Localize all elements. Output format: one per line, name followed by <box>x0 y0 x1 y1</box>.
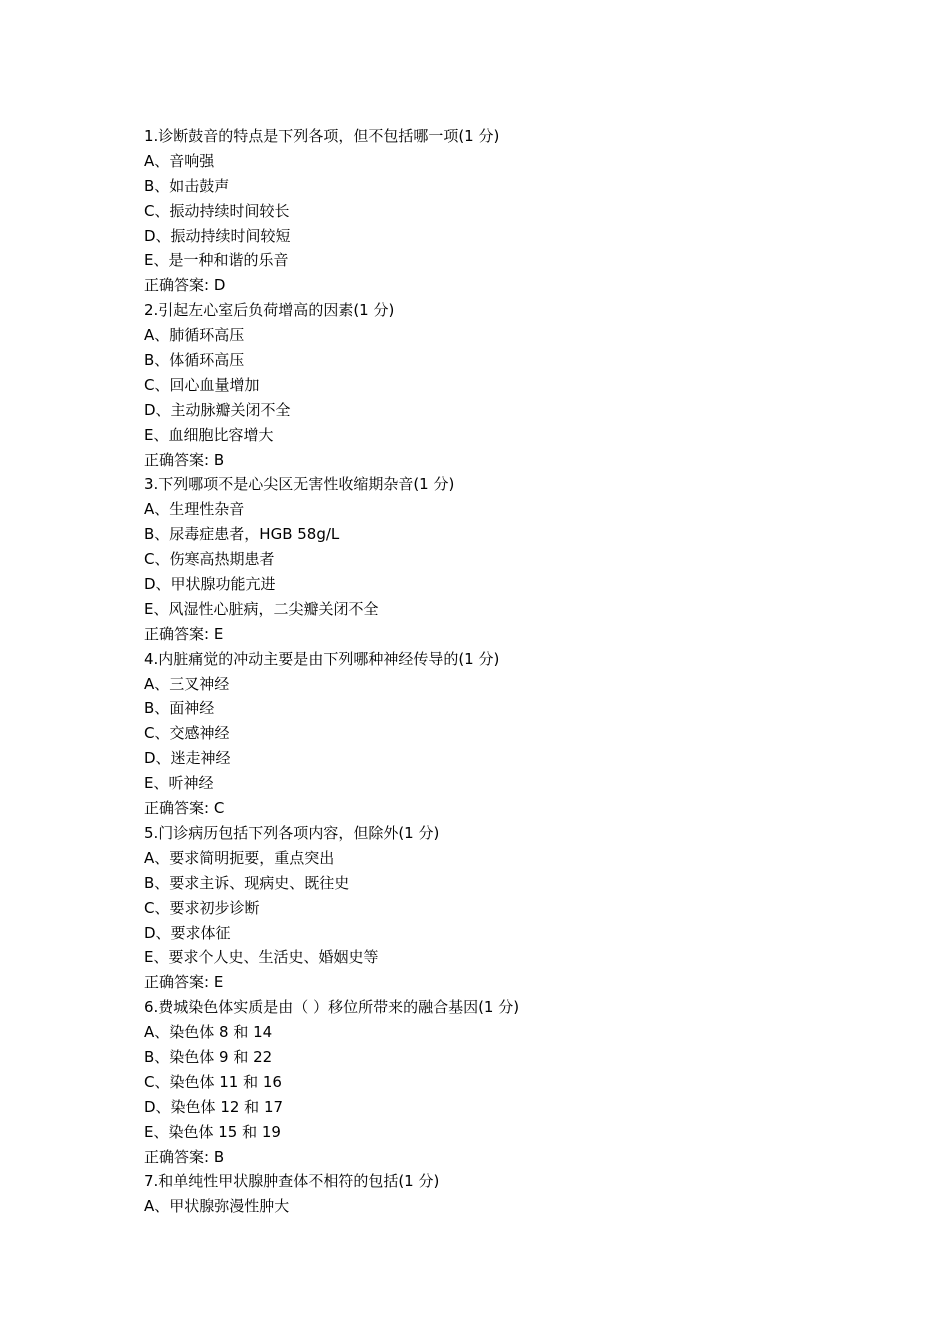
question-5-option-e: E、要求个人史、生活史、婚姻史等 <box>144 948 379 967</box>
question-3-answer: 正确答案: E <box>144 624 224 643</box>
question-5-option-a: A、要求简明扼要，重点突出 <box>144 848 335 867</box>
question-2-text: 2.引起左心室后负荷增高的因素(1 分) <box>144 301 395 320</box>
question-4-text: 4.内脏痛觉的冲动主要是由下列哪种神经传导的(1 分) <box>144 649 500 668</box>
question-6-text: 6.费城染色体实质是由（ ）移位所带来的融合基因(1 分) <box>144 998 520 1017</box>
question-5-text: 5.门诊病历包括下列各项内容，但除外(1 分) <box>144 823 440 842</box>
question-5-option-c: C、要求初步诊断 <box>144 898 260 917</box>
document-page <box>144 124 844 1219</box>
question-3-option-b: B、尿毒症患者，HGB 58g/L <box>144 525 340 544</box>
question-3-option-a: A、生理性杂音 <box>144 500 245 519</box>
question-5-option-d: D、要求体征 <box>144 923 231 942</box>
question-1-text: 1.诊断鼓音的特点是下列各项，但不包括哪一项(1 分) <box>144 127 500 145</box>
question-7-text: 7.和单纯性甲状腺肿查体不相符的包括(1 分) <box>144 1172 440 1191</box>
question-2-option-e: E、血细胞比容增大 <box>144 425 274 444</box>
question-6-option-b: B、染色体 9 和 22 <box>144 1047 273 1066</box>
question-1-option-d: D、振动持续时间较短 <box>144 226 291 245</box>
question-1-option-e: E、是一种和谐的乐音 <box>144 251 289 270</box>
question-6-option-d: D、染色体 12 和 17 <box>144 1097 284 1116</box>
question-6-option-e: E、染色体 15 和 19 <box>144 1122 281 1141</box>
question-3-text: 3.下列哪项不是心尖区无害性收缩期杂音(1 分) <box>144 475 455 494</box>
question-6-option-c: C、染色体 11 和 16 <box>144 1072 282 1091</box>
question-1-option-b: B、如击鼓声 <box>144 176 230 195</box>
question-2-option-b: B、体循环高压 <box>144 351 245 370</box>
question-6-option-a: A、染色体 8 和 14 <box>144 1023 273 1042</box>
question-1-option-c: C、振动持续时间较长 <box>144 201 290 220</box>
question-3-option-c: C、伤寒高热期患者 <box>144 550 275 569</box>
question-2-option-d: D、主动脉瓣关闭不全 <box>144 400 291 419</box>
question-5-option-b: B、要求主诉、现病史、既往史 <box>144 873 350 892</box>
question-2-answer: 正确答案: B <box>144 450 225 469</box>
question-4-option-a: A、三叉神经 <box>144 674 230 693</box>
question-7-option-a: A、甲状腺弥漫性肿大 <box>144 1197 290 1216</box>
question-6-answer: 正确答案: B <box>144 1147 225 1166</box>
question-1-option-a: A、音响强 <box>144 151 215 170</box>
question-2-option-c: C、回心血量增加 <box>144 375 260 394</box>
question-3-option-d: D、甲状腺功能亢进 <box>144 575 276 594</box>
question-4-option-e: E、听神经 <box>144 774 214 793</box>
question-3-option-e: E、风湿性心脏病，二尖瓣关闭不全 <box>144 599 379 618</box>
question-4-answer: 正确答案: C <box>144 799 225 818</box>
question-4-option-c: C、交感神经 <box>144 724 230 743</box>
question-5-answer: 正确答案: E <box>144 973 224 992</box>
question-1-answer: 正确答案: D <box>144 276 226 295</box>
question-4-option-d: D、迷走神经 <box>144 749 231 768</box>
question-4-option-b: B、面神经 <box>144 699 215 718</box>
question-2-option-a: A、肺循环高压 <box>144 326 245 345</box>
